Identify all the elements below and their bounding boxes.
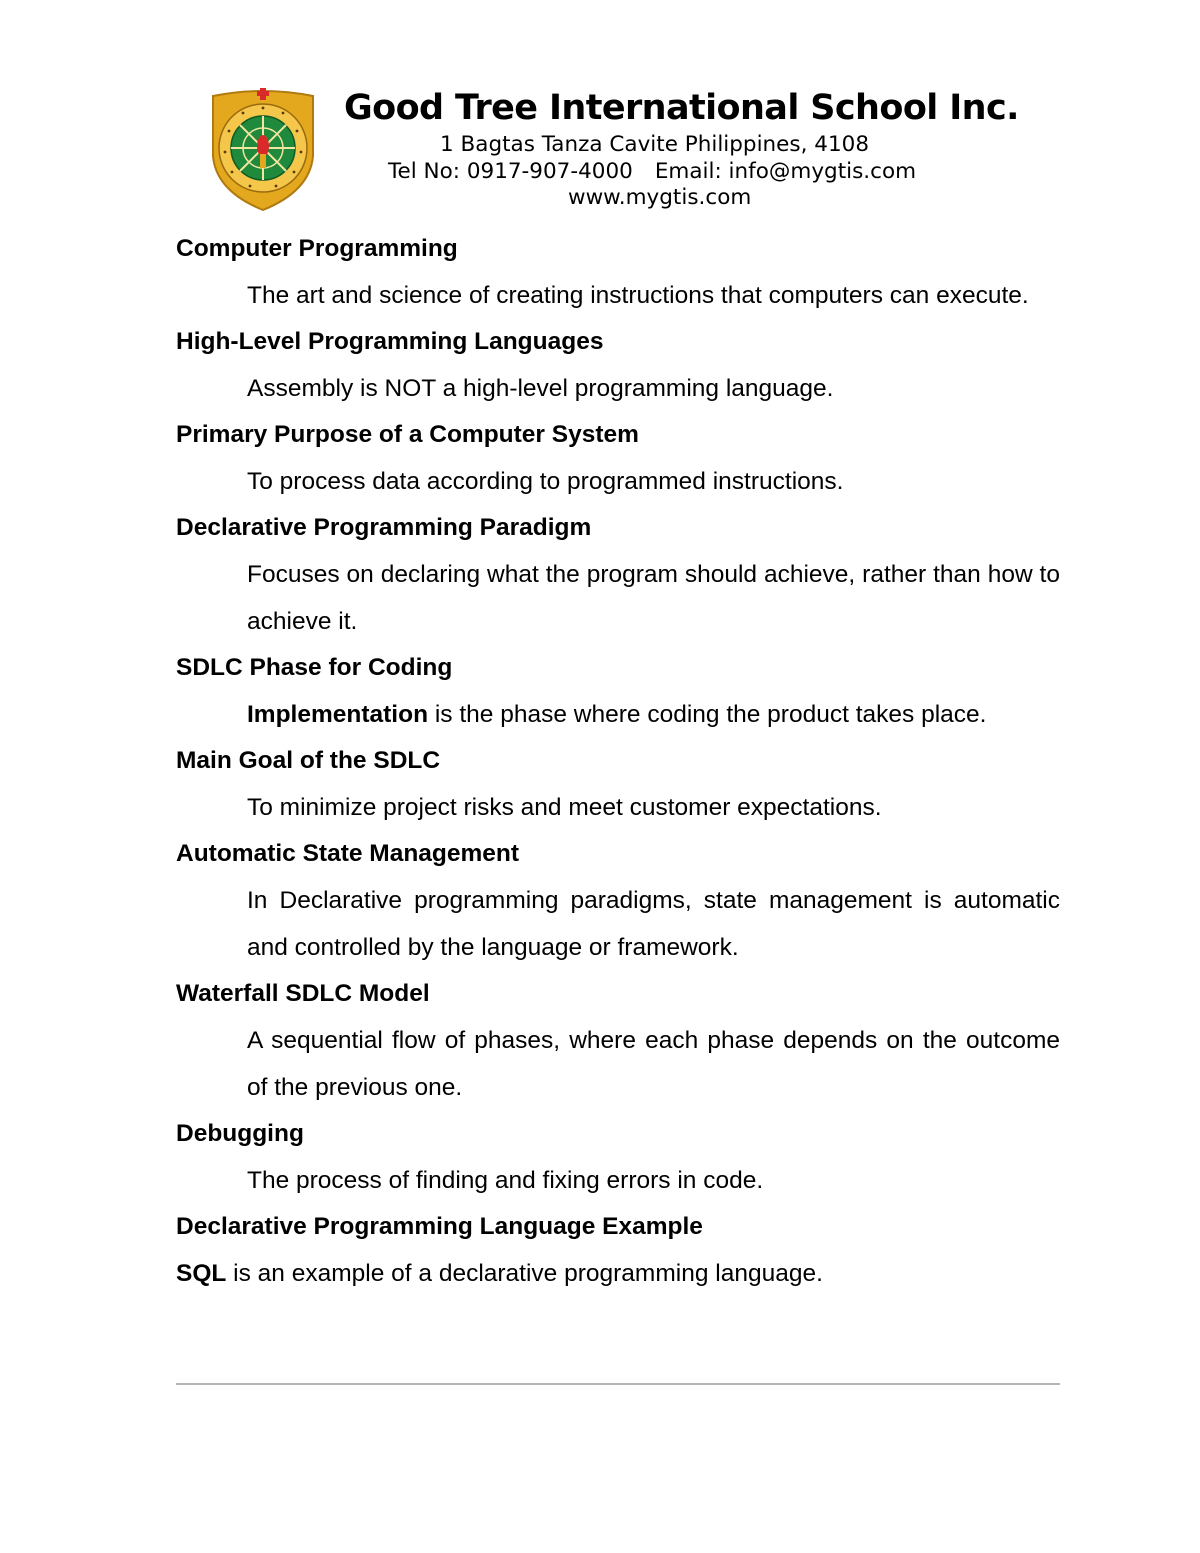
- letterhead: [210, 86, 1019, 212]
- entry-text-rest: is an example of a declarative programming language.: [226, 1260, 823, 1287]
- entry-text: Assembly is NOT a high-level programming language.: [247, 375, 834, 402]
- entry-text: [247, 691, 1060, 738]
- footer-divider: [176, 1383, 1060, 1385]
- entry-heading: Primary Purpose of a Computer System: [176, 421, 639, 448]
- entry-bold-term: SQL: [176, 1260, 227, 1287]
- entry-heading: Debugging: [176, 1120, 304, 1147]
- entry-heading: Declarative Programming Paradigm: [176, 514, 592, 541]
- entry-text: The process of finding and fixing errors in code.: [247, 1167, 764, 1194]
- entry-heading: Computer Programming: [176, 235, 458, 262]
- school-email: Email: info@mygtis.com: [654, 159, 917, 184]
- entry-text: [176, 1250, 1060, 1297]
- entry-text: A sequential flow of phases, where each phase depends on the outcome of the previous one.: [247, 1027, 1060, 1101]
- entry-heading: Main Goal of the SDLC: [176, 747, 441, 774]
- entry-heading: Automatic State Management: [176, 840, 520, 867]
- notes-content: [176, 226, 1060, 1297]
- entry-text-rest: is the phase where coding the product takes place.: [428, 701, 987, 728]
- entry-text: The art and science of creating instructions that computers can execute.: [247, 282, 1029, 309]
- entry-text: Focuses on declaring what the program should achieve, rather than how to achieve it.: [247, 561, 1060, 635]
- school-seal-logo-icon: [210, 86, 316, 212]
- school-name: Good Tree International School Inc.: [344, 88, 1019, 128]
- school-contact: [388, 159, 916, 184]
- entry-heading: Declarative Programming Language Example: [176, 1213, 703, 1240]
- entry-heading: Waterfall SDLC Model: [176, 980, 430, 1007]
- school-address: 1 Bagtas Tanza Cavite Philippines, 4108: [440, 132, 869, 157]
- entry-text: In Declarative programming paradigms, state management is automatic and controlled by the language or framework.: [247, 887, 1060, 961]
- entry-text: To process data according to programmed instructions.: [247, 468, 844, 495]
- entry-bold-term: Implementation: [247, 701, 429, 728]
- school-telephone: Tel No: 0917-907-4000: [388, 159, 633, 184]
- entry-heading: High-Level Programming Languages: [176, 328, 604, 355]
- school-website: www.mygtis.com: [568, 185, 752, 210]
- entry-heading: SDLC Phase for Coding: [176, 654, 453, 681]
- entry-text: To minimize project risks and meet customer expectations.: [247, 794, 882, 821]
